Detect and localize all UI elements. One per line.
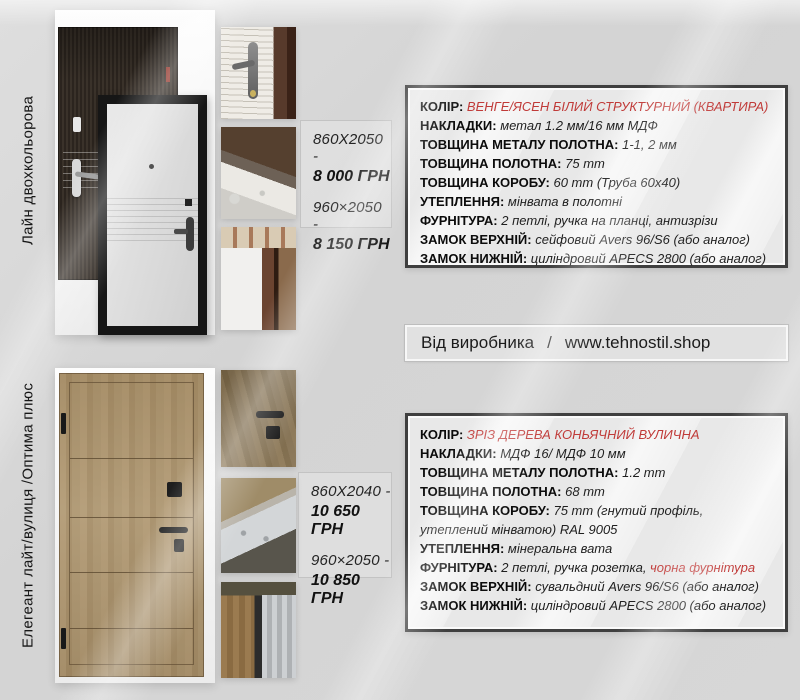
door-photo-line [55, 10, 215, 335]
thumb-outdoor-install [221, 582, 296, 678]
spec-label: ФУРНІТУРА: [420, 213, 498, 228]
door-size: 960×2050 - [313, 199, 382, 233]
door-hinge [61, 628, 66, 649]
spec-value: метал 1.2 мм/16 мм МДФ [496, 118, 658, 133]
spec-value: МДФ 16/ МДФ 10 мм [496, 446, 626, 461]
door-price: 8 000 ГРН [313, 168, 390, 185]
door-price: 10 850 ГРН [311, 572, 360, 607]
spec-value: 2 петлі, ручка на планці, антизрізи [497, 213, 718, 228]
lock-cylinder [185, 199, 192, 206]
door-photo-elegant [55, 368, 215, 683]
spec-label: НАКЛАДКИ: [420, 118, 497, 133]
door-handle [159, 527, 188, 533]
model-label-line: Лайн двохкольорова [19, 95, 37, 245]
model-label-elegant: Елегеант лайт/вулиця /Оптима плюс [19, 382, 37, 648]
spec-row [420, 577, 773, 596]
separator: / [547, 333, 552, 352]
handle-plate [72, 159, 81, 197]
door-panel-outline [69, 382, 194, 665]
price-pair [311, 483, 391, 539]
spec-label: ТОВЩИНА МЕТАЛУ ПОЛОТНА: [420, 137, 619, 152]
website-url[interactable]: www.tehnostil.shop [564, 333, 711, 352]
spec-label: ЗАМОК НИЖНІЙ: [420, 251, 528, 266]
spec-row [420, 154, 773, 173]
price-pair [313, 199, 391, 254]
price-box-line [300, 120, 392, 253]
spec-label: ТОВЩИНА ПОЛОТНА: [420, 484, 562, 499]
door-price: 10 650 ГРН [311, 503, 360, 538]
spec-label: КОЛІР: [420, 99, 464, 114]
door-size: 860Х2050 - [313, 131, 384, 165]
price-box-elegant [298, 472, 392, 607]
door-hinge [61, 413, 66, 434]
door-groove [70, 572, 193, 573]
spec-row [420, 501, 773, 539]
spec-label: ЗАМОК НИЖНІЙ: [420, 598, 528, 613]
spec-label: НАКЛАДКИ: [420, 446, 497, 461]
door-groove [70, 628, 193, 629]
spec-label: ЗАМОК ВЕРХНІЙ: [420, 579, 532, 594]
oak-door-image [59, 373, 204, 677]
thumb-door-edge [221, 227, 296, 330]
door-size: 860Х2040 - [311, 483, 391, 500]
spec-label: ЗАМОК ВЕРХНІЙ: [420, 232, 532, 247]
spec-label: ТОВЩИНА ПОЛОТНА: [420, 156, 562, 171]
lock-rosette [174, 539, 184, 552]
spec-value: 75 mm [561, 156, 605, 171]
door-price: 8 150 ГРН [313, 236, 390, 253]
spec-row [420, 444, 773, 463]
spec-value-accent: ЗРІЗ ДЕРЕВА КОНЬЯЧНИЙ ВУЛИЧНА [463, 427, 700, 442]
spec-value: сувальдний Avers 96/S6 (або аналог) [531, 579, 759, 594]
thumb-black-handle [221, 370, 296, 467]
spec-value: 75 mm (гнутий профіль, утеплений мінватою) RAL 9005 [420, 503, 704, 537]
spec-value: циліндровий APECS 2800 (або аналог) [527, 598, 767, 613]
spec-value: 1-1, 2 мм [618, 137, 677, 152]
door-size: 960×2050 - [311, 552, 390, 569]
spec-panel-elegant [405, 413, 788, 632]
spec-label: ТОВЩИНА МЕТАЛУ ПОЛОТНА: [420, 465, 619, 480]
spec-label: УТЕПЛЕННЯ: [420, 541, 505, 556]
spec-row [420, 558, 773, 577]
spec-row [420, 173, 773, 192]
spec-row [420, 425, 773, 444]
spec-row [420, 539, 773, 558]
lock-plate [167, 482, 182, 497]
spec-panel-line [405, 85, 788, 268]
spec-label: ТОВЩИНА КОРОБУ: [420, 503, 550, 518]
spec-row [420, 596, 773, 615]
spec-value: 1.2 mm [618, 465, 666, 480]
keyhole-plate [73, 117, 81, 132]
thumb-frame-profile [221, 127, 296, 219]
white-door-image [98, 95, 207, 335]
spec-row [420, 211, 773, 230]
spec-value: 2 петлі, ручка розетка, [497, 560, 647, 575]
thumb-handle-closeup [221, 27, 296, 119]
spec-label: КОЛІР: [420, 427, 464, 442]
spec-value: мінвата в полотні [504, 194, 623, 209]
spec-label: ТОВЩИНА КОРОБУ: [420, 175, 550, 190]
spec-label: УТЕПЛЕННЯ: [420, 194, 505, 209]
spec-value-accent: ВЕНГЕ/ЯСЕН БІЛИЙ СТРУКТУРНИЙ (КВАРТИРА) [463, 99, 769, 114]
spec-row [420, 97, 773, 116]
from-producer-label: Від виробника [421, 333, 535, 352]
thumb-steel-frame [221, 478, 296, 573]
spec-row [420, 135, 773, 154]
spec-row [420, 116, 773, 135]
spec-row [420, 249, 773, 268]
spec-label: ФУРНІТУРА: [420, 560, 498, 575]
door-groove [70, 458, 193, 459]
spec-value: 60 mm (Труба 60х40) [549, 175, 681, 190]
spec-value-accent: чорна фурнітура [646, 560, 756, 575]
spec-value: сейфовий Avers 96/S6 (або аналог) [531, 232, 750, 247]
spec-value: мінеральна вата [504, 541, 613, 556]
price-pair [311, 552, 391, 608]
spec-row [420, 230, 773, 249]
spec-row [420, 463, 773, 482]
spec-row [420, 482, 773, 501]
lock-plate [266, 426, 280, 439]
door-groove [70, 517, 193, 518]
door-handle [256, 411, 285, 418]
brand-bar [405, 325, 788, 361]
price-pair [313, 131, 391, 186]
spec-value: 68 mm [561, 484, 605, 499]
keyhole-cover [250, 90, 257, 97]
door-label-sticker [166, 67, 170, 82]
peephole [149, 164, 154, 169]
spec-row [420, 192, 773, 211]
door-handle [186, 217, 194, 251]
spec-value: циліндровий APECS 2800 (або аналог) [527, 251, 767, 266]
